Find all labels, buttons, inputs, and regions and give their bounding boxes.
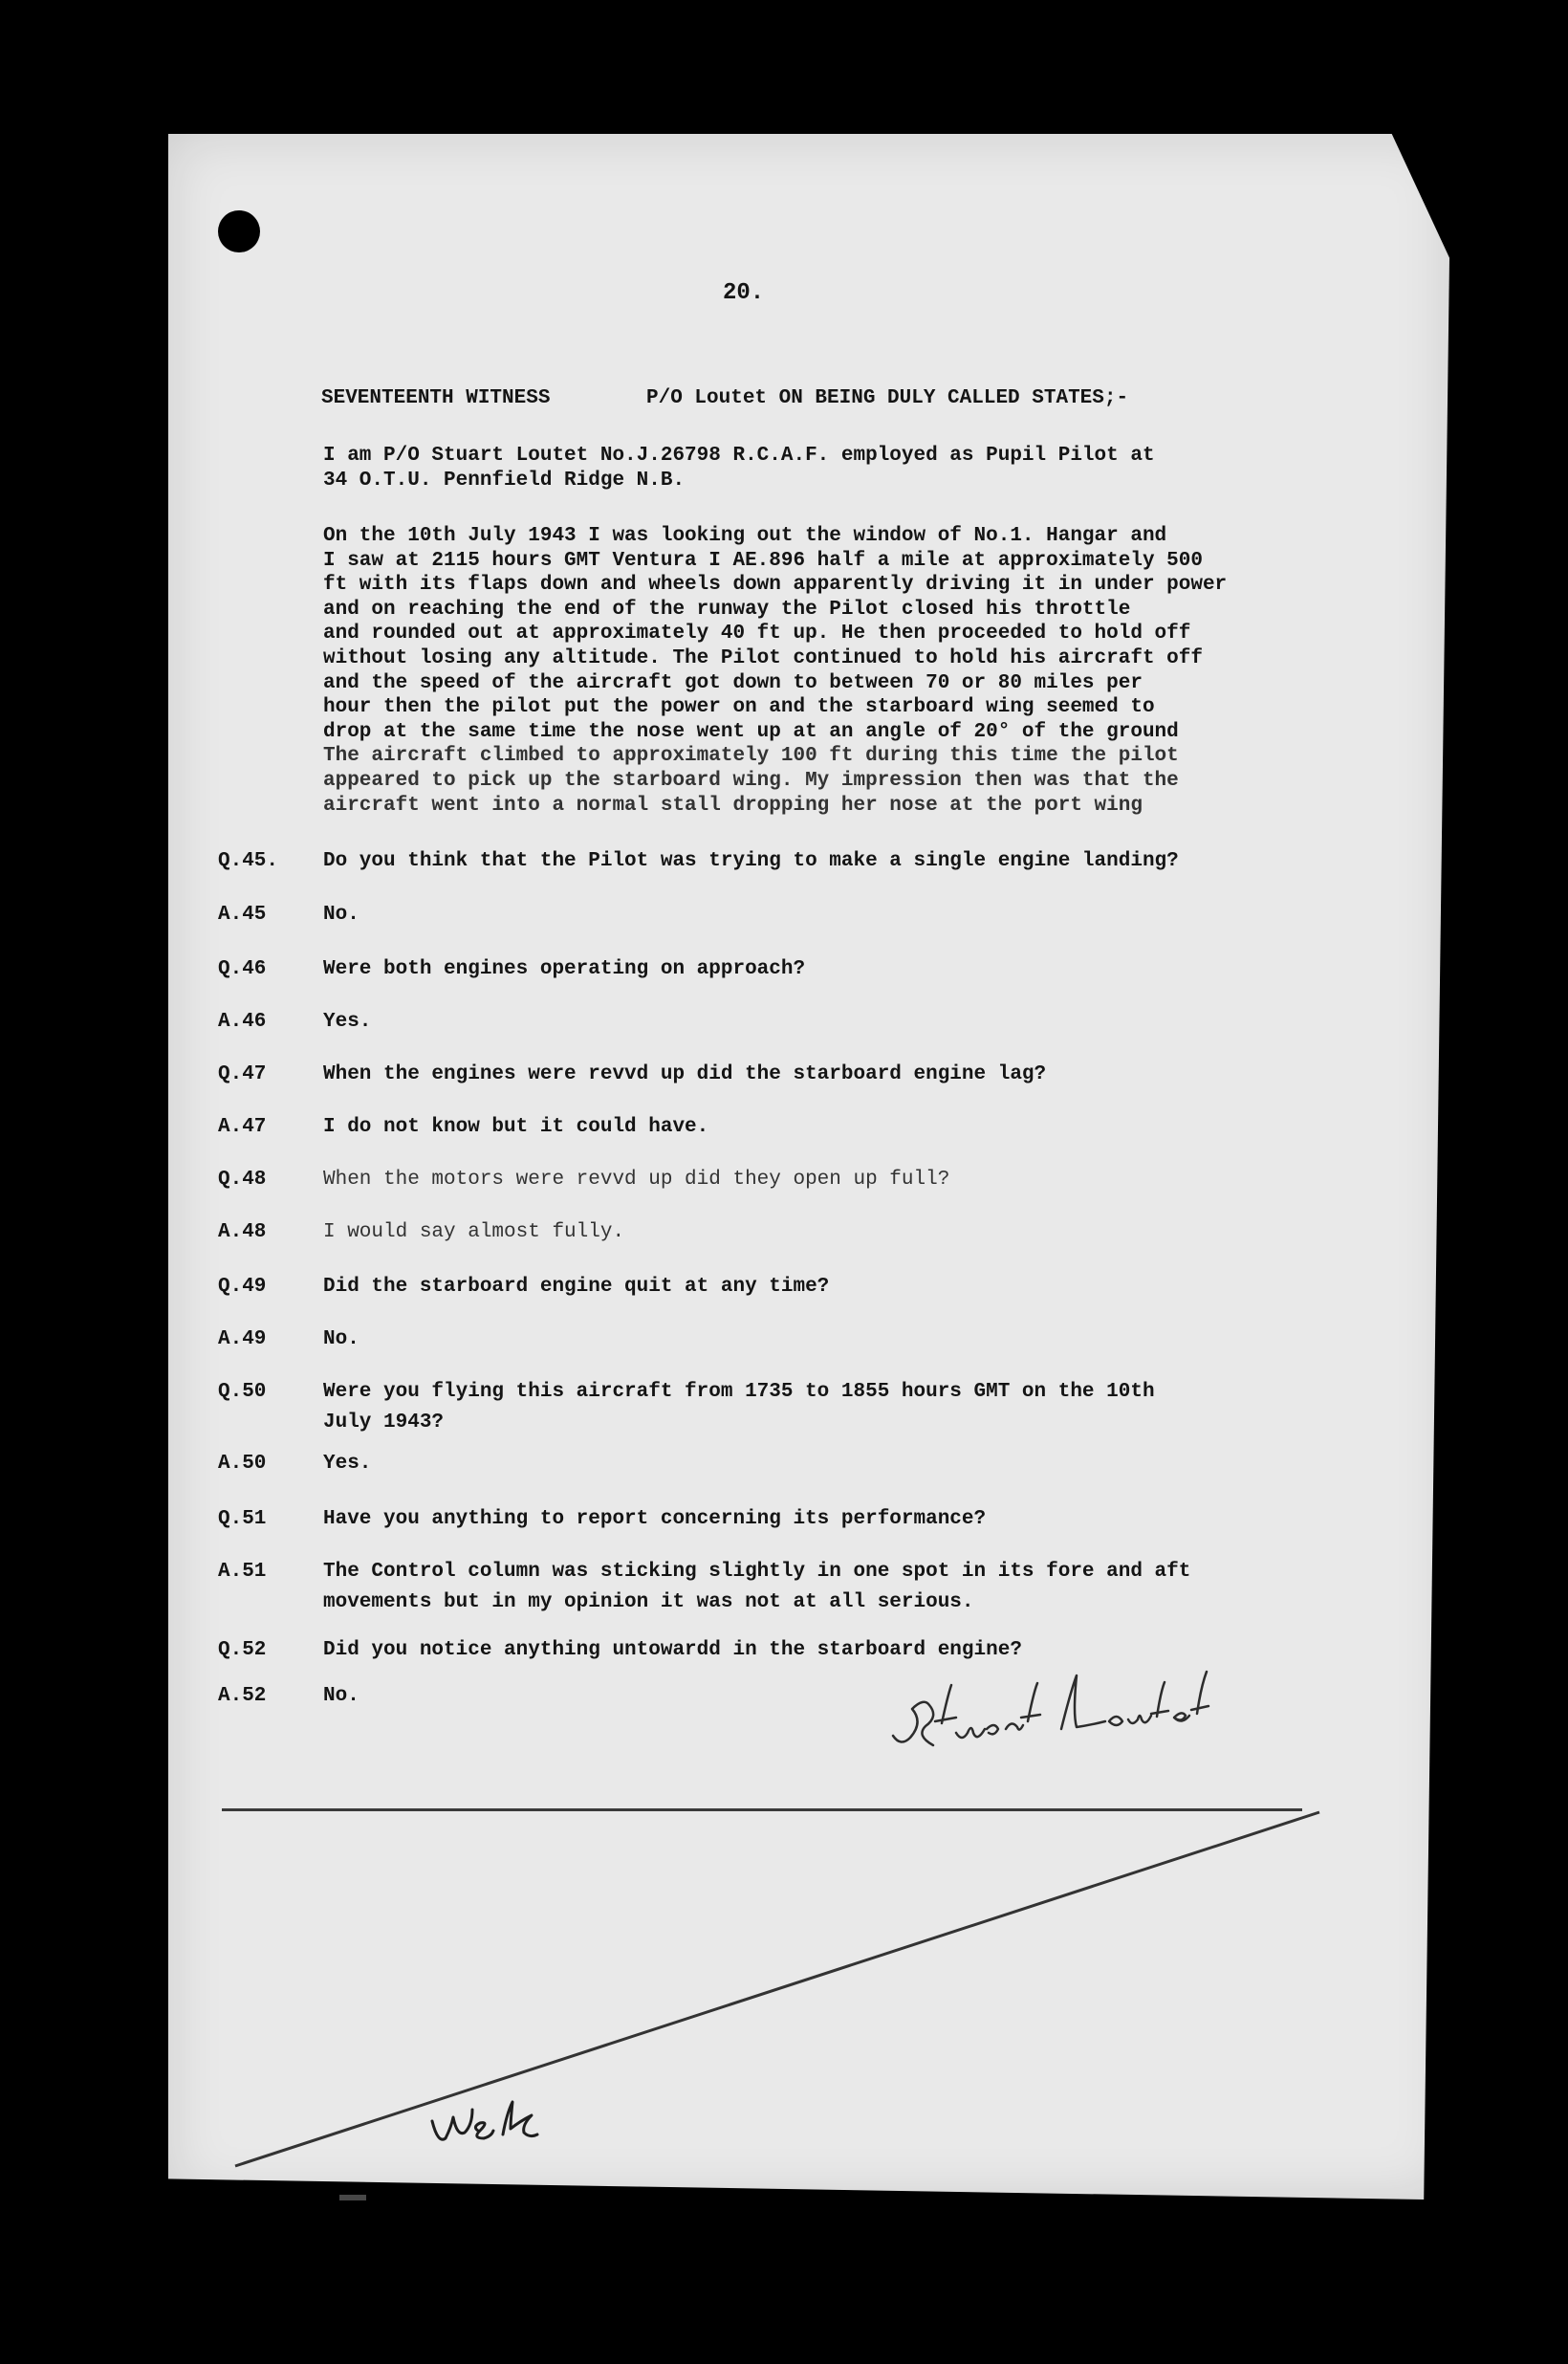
qa-label: A.52	[218, 1685, 267, 1707]
statement-line: drop at the same time the nose went up at an angle of 20° of the ground	[323, 721, 1179, 743]
page-number: 20.	[723, 280, 765, 306]
qa-label: Q.46	[218, 958, 267, 980]
statement-line: ft with its flaps down and wheels down apparently driving it in under power	[323, 574, 1228, 596]
qa-text: I do not know but it could have.	[323, 1116, 709, 1138]
qa-label: A.49	[218, 1328, 267, 1350]
qa-text: Did you notice anything untowardd in the starboard engine?	[323, 1639, 1022, 1661]
qa-label: Q.52	[218, 1639, 267, 1661]
statement-line: I saw at 2115 hours GMT Ventura I AE.896 half a mile at approximately 500	[323, 550, 1203, 572]
qa-text-continued: movements but in my opinion it was not at all serious.	[323, 1591, 974, 1613]
qa-label: A.50	[218, 1453, 267, 1475]
qa-text: Did the starboard engine quit at any time?	[323, 1276, 830, 1298]
qa-label: A.51	[218, 1561, 267, 1583]
heading-witness-name: P/O Loutet ON BEING DULY CALLED STATES;-	[646, 387, 1129, 409]
statement-line: appeared to pick up the starboard wing. My impression then was that the	[323, 770, 1179, 792]
statement-line: and the speed of the aircraft got down to between 70 or 80 miles per	[323, 672, 1143, 694]
qa-text: Yes.	[323, 1011, 372, 1033]
qa-text: Have you anything to report concerning its performance?	[323, 1508, 987, 1530]
qa-label: A.48	[218, 1221, 267, 1243]
statement-line: and rounded out at approximately 40 ft up. He then proceeded to hold off	[323, 623, 1191, 645]
punch-hole	[218, 210, 260, 252]
qa-label: A.47	[218, 1116, 267, 1138]
document-page	[168, 134, 1449, 2200]
qa-text: I would say almost fully.	[323, 1221, 625, 1243]
qa-text: Were both engines operating on approach?	[323, 958, 806, 980]
statement-line: The aircraft climbed to approximately 100 ft during this time the pilot	[323, 745, 1179, 767]
statement-line: and on reaching the end of the runway the Pilot closed his throttle	[323, 599, 1131, 621]
qa-text: When the engines were revvd up did the starboard engine lag?	[323, 1063, 1047, 1085]
statement-line: hour then the pilot put the power on and the starboard wing seemed to	[323, 696, 1155, 718]
statement-line: without losing any altitude. The Pilot continued to hold his aircraft off	[323, 647, 1203, 669]
qa-text: No.	[323, 1328, 359, 1350]
intro-line: 34 O.T.U. Pennfield Ridge N.B.	[323, 470, 686, 492]
qa-label: Q.51	[218, 1508, 267, 1530]
qa-text: Were you flying this aircraft from 1735 to 1855 hours GMT on the 10th	[323, 1381, 1155, 1403]
statement-line: aircraft went into a normal stall dropping her nose at the port wing	[323, 795, 1143, 817]
heading-witness-number: SEVENTEENTH WITNESS	[321, 387, 551, 409]
qa-label: A.45	[218, 904, 267, 926]
qa-label: Q.48	[218, 1169, 267, 1191]
qa-text: No.	[323, 904, 359, 926]
qa-label: Q.47	[218, 1063, 267, 1085]
qa-text: No.	[323, 1685, 359, 1707]
qa-text-continued: July 1943?	[323, 1412, 445, 1434]
intro-line: I am P/O Stuart Loutet No.J.26798 R.C.A.F. employed as Pupil Pilot at	[323, 445, 1155, 467]
stray-ink-mark	[339, 2195, 366, 2200]
qa-label: Q.49	[218, 1276, 267, 1298]
qa-text: The Control column was sticking slightly in one spot in its fore and aft	[323, 1561, 1191, 1583]
qa-label: Q.45.	[218, 850, 279, 872]
qa-text: When the motors were revvd up did they open up full?	[323, 1169, 950, 1191]
qa-label: Q.50	[218, 1381, 267, 1403]
statement-line: On the 10th July 1943 I was looking out the window of No.1. Hangar and	[323, 525, 1167, 547]
qa-text: Yes.	[323, 1453, 372, 1475]
qa-text: Do you think that the Pilot was trying to make a single engine landing?	[323, 850, 1179, 872]
qa-label: A.46	[218, 1011, 267, 1033]
horizontal-rule	[222, 1808, 1302, 1811]
